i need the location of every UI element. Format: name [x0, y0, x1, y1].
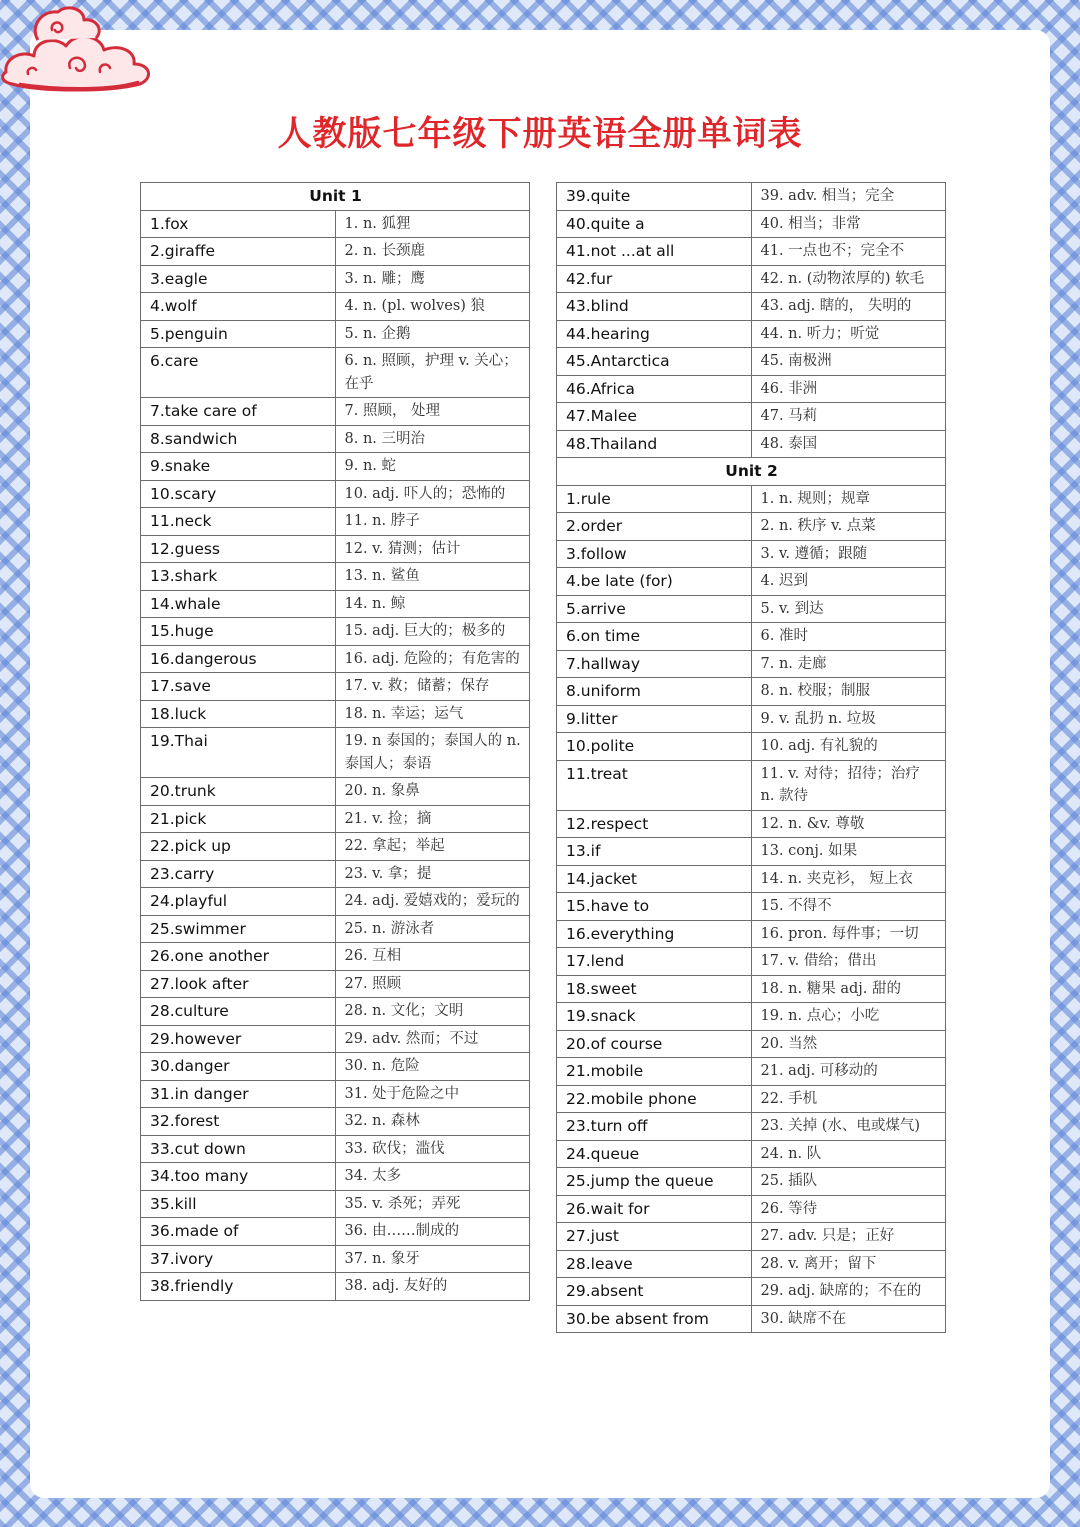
word-english: 1.rule [557, 485, 752, 513]
word-chinese: 21. v. 捡；摘 [335, 805, 530, 833]
word-chinese: 28. v. 离开；留下 [751, 1250, 946, 1278]
word-row [557, 1113, 946, 1141]
word-english: 24.playful [141, 888, 336, 916]
word-chinese: 6. 准时 [751, 623, 946, 651]
word-chinese: 27. adv. 只是；正好 [751, 1223, 946, 1251]
word-row [141, 210, 530, 238]
word-chinese: 4. 迟到 [751, 568, 946, 596]
word-english: 9.litter [557, 705, 752, 733]
word-english: 39.quite [557, 183, 752, 211]
word-chinese: 14. n. 鲸 [335, 590, 530, 618]
word-row [141, 480, 530, 508]
page-title: 人教版七年级下册英语全册单词表 [277, 114, 803, 154]
word-english: 46.Africa [557, 375, 752, 403]
word-chinese: 19. n 泰国的；泰国人的 n. 泰国人；泰语 [335, 728, 530, 778]
word-chinese: 19. n. 点心；小吃 [751, 1003, 946, 1031]
word-chinese: 12. v. 猜测；估计 [335, 535, 530, 563]
word-english: 14.whale [141, 590, 336, 618]
word-row [141, 645, 530, 673]
word-english: 27.look after [141, 970, 336, 998]
word-chinese: 13. conj. 如果 [751, 838, 946, 866]
word-row [141, 425, 530, 453]
word-chinese: 13. n. 鲨鱼 [335, 563, 530, 591]
word-chinese: 16. pron. 每件事；一切 [751, 920, 946, 948]
word-chinese: 18. n. 糖果 adj. 甜的 [751, 975, 946, 1003]
word-row [141, 1135, 530, 1163]
word-english: 6.on time [557, 623, 752, 651]
word-row [557, 705, 946, 733]
word-row [141, 728, 530, 778]
word-row [141, 1080, 530, 1108]
word-english: 38.friendly [141, 1273, 336, 1301]
word-chinese: 26. 互相 [335, 943, 530, 971]
word-chinese: 27. 照顾 [335, 970, 530, 998]
word-chinese: 30. n. 危险 [335, 1053, 530, 1081]
word-chinese: 6. n. 照顾，护理 v. 关心；在乎 [335, 348, 530, 398]
word-chinese: 26. 等待 [751, 1195, 946, 1223]
word-row [141, 915, 530, 943]
word-row [557, 1195, 946, 1223]
word-row [557, 293, 946, 321]
word-row [557, 810, 946, 838]
word-chinese: 33. 砍伐；滥伐 [335, 1135, 530, 1163]
word-chinese: 45. 南极洲 [751, 348, 946, 376]
word-english: 29.however [141, 1025, 336, 1053]
word-chinese: 22. 手机 [751, 1085, 946, 1113]
word-chinese: 31. 处于危险之中 [335, 1080, 530, 1108]
word-chinese: 29. adv. 然而；不过 [335, 1025, 530, 1053]
word-row [557, 1223, 946, 1251]
word-row [141, 398, 530, 426]
word-english: 26.one another [141, 943, 336, 971]
word-chinese: 34. 太多 [335, 1163, 530, 1191]
word-english: 30.danger [141, 1053, 336, 1081]
word-row [141, 618, 530, 646]
word-english: 5.penguin [141, 320, 336, 348]
word-row [557, 1250, 946, 1278]
word-chinese: 7. n. 走廊 [751, 650, 946, 678]
word-row [141, 1245, 530, 1273]
word-english: 9.snake [141, 453, 336, 481]
word-row [557, 1003, 946, 1031]
word-english: 16.dangerous [141, 645, 336, 673]
word-chinese: 11. n. 脖子 [335, 508, 530, 536]
word-english: 8.sandwich [141, 425, 336, 453]
word-english: 23.carry [141, 860, 336, 888]
word-row [141, 1108, 530, 1136]
word-chinese: 44. n. 听力；听觉 [751, 320, 946, 348]
word-row [557, 403, 946, 431]
word-chinese: 5. n. 企鹅 [335, 320, 530, 348]
vocab-table-right-body-top [557, 183, 946, 458]
vocab-table-right [556, 182, 946, 1333]
word-english: 20.trunk [141, 778, 336, 806]
word-english: 10.polite [557, 733, 752, 761]
word-row [557, 320, 946, 348]
word-row [557, 540, 946, 568]
word-english: 24.queue [557, 1140, 752, 1168]
word-english: 16.everything [557, 920, 752, 948]
word-chinese: 15. adj. 巨大的；极多的 [335, 618, 530, 646]
word-row [141, 805, 530, 833]
word-chinese: 9. v. 乱扔 n. 垃圾 [751, 705, 946, 733]
word-english: 14.jacket [557, 865, 752, 893]
word-row [141, 673, 530, 701]
word-english: 27.just [557, 1223, 752, 1251]
word-row [557, 838, 946, 866]
word-english: 48.Thailand [557, 430, 752, 458]
word-english: 2.giraffe [141, 238, 336, 266]
word-english: 1.fox [141, 210, 336, 238]
word-row [141, 700, 530, 728]
word-row [557, 210, 946, 238]
word-english: 33.cut down [141, 1135, 336, 1163]
word-chinese: 1. n. 规则；规章 [751, 485, 946, 513]
word-english: 7.take care of [141, 398, 336, 426]
word-chinese: 1. n. 狐狸 [335, 210, 530, 238]
word-chinese: 17. v. 救；储蓄；保存 [335, 673, 530, 701]
word-row [141, 998, 530, 1026]
word-english: 31.in danger [141, 1080, 336, 1108]
unit-header: Unit 1 [141, 183, 530, 211]
word-row [141, 238, 530, 266]
unit-header-row [557, 458, 946, 486]
word-english: 26.wait for [557, 1195, 752, 1223]
vocab-table-right-header [557, 458, 946, 486]
word-chinese: 20. n. 象鼻 [335, 778, 530, 806]
word-row [141, 1163, 530, 1191]
word-chinese: 3. n. 雕；鹰 [335, 265, 530, 293]
word-english: 19.snack [557, 1003, 752, 1031]
word-chinese: 25. 插队 [751, 1168, 946, 1196]
word-row [557, 238, 946, 266]
word-english: 45.Antarctica [557, 348, 752, 376]
word-row [557, 865, 946, 893]
word-chinese: 46. 非洲 [751, 375, 946, 403]
word-english: 11.neck [141, 508, 336, 536]
word-row [557, 678, 946, 706]
word-english: 3.eagle [141, 265, 336, 293]
word-chinese: 8. n. 三明治 [335, 425, 530, 453]
word-chinese: 32. n. 森林 [335, 1108, 530, 1136]
word-chinese: 17. v. 借给；借出 [751, 948, 946, 976]
word-row [557, 1305, 946, 1333]
word-chinese: 35. v. 杀死；弄死 [335, 1190, 530, 1218]
vocab-table-left-body [141, 183, 530, 1301]
word-row [557, 568, 946, 596]
word-row [141, 860, 530, 888]
word-row [557, 1168, 946, 1196]
word-chinese: 18. n. 幸运；运气 [335, 700, 530, 728]
word-english: 25.jump the queue [557, 1168, 752, 1196]
word-english: 6.care [141, 348, 336, 398]
cloud-ornament-icon [0, 0, 160, 110]
word-english: 13.if [557, 838, 752, 866]
word-chinese: 23. v. 拿；提 [335, 860, 530, 888]
word-chinese: 3. v. 遵循；跟随 [751, 540, 946, 568]
word-english: 15.huge [141, 618, 336, 646]
word-row [141, 1190, 530, 1218]
word-row [557, 1085, 946, 1113]
word-row [557, 623, 946, 651]
word-english: 37.ivory [141, 1245, 336, 1273]
word-chinese: 41. 一点也不；完全不 [751, 238, 946, 266]
word-english: 8.uniform [557, 678, 752, 706]
word-chinese: 24. adj. 爱嬉戏的；爱玩的 [335, 888, 530, 916]
word-english: 41.not ...at all [557, 238, 752, 266]
word-chinese: 16. adj. 危险的；有危害的 [335, 645, 530, 673]
word-chinese: 29. adj. 缺席的；不在的 [751, 1278, 946, 1306]
word-english: 28.culture [141, 998, 336, 1026]
word-chinese: 22. 拿起；举起 [335, 833, 530, 861]
word-row [557, 650, 946, 678]
word-english: 19.Thai [141, 728, 336, 778]
word-chinese: 23. 关掉 (水、电或煤气) [751, 1113, 946, 1141]
word-english: 2.order [557, 513, 752, 541]
word-chinese: 5. v. 到达 [751, 595, 946, 623]
word-english: 20.of course [557, 1030, 752, 1058]
word-english: 47.Malee [557, 403, 752, 431]
word-row [141, 888, 530, 916]
word-row [557, 595, 946, 623]
word-chinese: 8. n. 校服；制服 [751, 678, 946, 706]
word-english: 22.mobile phone [557, 1085, 752, 1113]
word-chinese: 14. n. 夹克衫， 短上衣 [751, 865, 946, 893]
word-english: 43.blind [557, 293, 752, 321]
word-english: 42.fur [557, 265, 752, 293]
word-english: 3.follow [557, 540, 752, 568]
word-chinese: 9. n. 蛇 [335, 453, 530, 481]
word-chinese: 43. adj. 瞎的， 失明的 [751, 293, 946, 321]
word-row [141, 943, 530, 971]
word-row [557, 1058, 946, 1086]
word-english: 10.scary [141, 480, 336, 508]
word-row [141, 1273, 530, 1301]
word-english: 21.pick [141, 805, 336, 833]
word-row [141, 970, 530, 998]
word-english: 34.too many [141, 1163, 336, 1191]
word-chinese: 11. v. 对待；招待；治疗 n. 款待 [751, 760, 946, 810]
word-row [141, 293, 530, 321]
word-row [557, 760, 946, 810]
word-row [141, 778, 530, 806]
unit-header-row [141, 183, 530, 211]
word-row [141, 833, 530, 861]
word-row [141, 563, 530, 591]
word-english: 12.guess [141, 535, 336, 563]
word-chinese: 48. 泰国 [751, 430, 946, 458]
word-row [557, 513, 946, 541]
word-chinese: 2. n. 长颈鹿 [335, 238, 530, 266]
word-english: 35.kill [141, 1190, 336, 1218]
word-row [557, 485, 946, 513]
word-english: 29.absent [557, 1278, 752, 1306]
word-row [557, 375, 946, 403]
word-english: 22.pick up [141, 833, 336, 861]
word-row [557, 183, 946, 211]
word-chinese: 21. adj. 可移动的 [751, 1058, 946, 1086]
word-row [141, 1025, 530, 1053]
word-english: 32.forest [141, 1108, 336, 1136]
word-chinese: 20. 当然 [751, 1030, 946, 1058]
word-chinese: 4. n. (pl. wolves) 狼 [335, 293, 530, 321]
word-english: 17.lend [557, 948, 752, 976]
word-chinese: 12. n. &v. 尊敬 [751, 810, 946, 838]
word-row [141, 590, 530, 618]
word-row [141, 535, 530, 563]
word-english: 11.treat [557, 760, 752, 810]
word-english: 13.shark [141, 563, 336, 591]
word-english: 23.turn off [557, 1113, 752, 1141]
word-chinese: 10. adj. 有礼貌的 [751, 733, 946, 761]
word-chinese: 37. n. 象牙 [335, 1245, 530, 1273]
word-row [141, 1218, 530, 1246]
word-row [141, 320, 530, 348]
word-chinese: 42. n. (动物浓厚的) 软毛 [751, 265, 946, 293]
word-chinese: 2. n. 秩序 v. 点菜 [751, 513, 946, 541]
word-english: 5.arrive [557, 595, 752, 623]
word-chinese: 28. n. 文化；文明 [335, 998, 530, 1026]
word-english: 21.mobile [557, 1058, 752, 1086]
word-row [557, 265, 946, 293]
word-row [557, 430, 946, 458]
word-row [557, 1030, 946, 1058]
word-chinese: 47. 马莉 [751, 403, 946, 431]
word-row [557, 1278, 946, 1306]
word-row [557, 733, 946, 761]
word-english: 18.luck [141, 700, 336, 728]
word-english: 4.be late (for) [557, 568, 752, 596]
word-chinese: 39. adv. 相当；完全 [751, 183, 946, 211]
word-row [141, 508, 530, 536]
vocab-table-left [140, 182, 530, 1301]
word-chinese: 7. 照顾， 处理 [335, 398, 530, 426]
word-english: 36.made of [141, 1218, 336, 1246]
word-english: 18.sweet [557, 975, 752, 1003]
word-chinese: 15. 不得不 [751, 893, 946, 921]
word-english: 44.hearing [557, 320, 752, 348]
word-english: 7.hallway [557, 650, 752, 678]
word-row [141, 1053, 530, 1081]
word-chinese: 38. adj. 友好的 [335, 1273, 530, 1301]
word-english: 4.wolf [141, 293, 336, 321]
word-row [557, 948, 946, 976]
word-english: 40.quite a [557, 210, 752, 238]
word-row [557, 975, 946, 1003]
word-row [557, 893, 946, 921]
word-chinese: 10. adj. 吓人的；恐怖的 [335, 480, 530, 508]
unit-header: Unit 2 [557, 458, 946, 486]
word-row [141, 453, 530, 481]
word-chinese: 36. 由……制成的 [335, 1218, 530, 1246]
vocab-table-right-body-bottom [557, 485, 946, 1333]
word-chinese: 25. n. 游泳者 [335, 915, 530, 943]
word-english: 17.save [141, 673, 336, 701]
word-english: 30.be absent from [557, 1305, 752, 1333]
word-chinese: 40. 相当；非常 [751, 210, 946, 238]
word-english: 28.leave [557, 1250, 752, 1278]
word-chinese: 24. n. 队 [751, 1140, 946, 1168]
word-row [557, 348, 946, 376]
word-row [141, 348, 530, 398]
word-row [557, 920, 946, 948]
word-row [557, 1140, 946, 1168]
word-chinese: 30. 缺席不在 [751, 1305, 946, 1333]
word-english: 25.swimmer [141, 915, 336, 943]
word-english: 12.respect [557, 810, 752, 838]
word-english: 15.have to [557, 893, 752, 921]
word-row [141, 265, 530, 293]
